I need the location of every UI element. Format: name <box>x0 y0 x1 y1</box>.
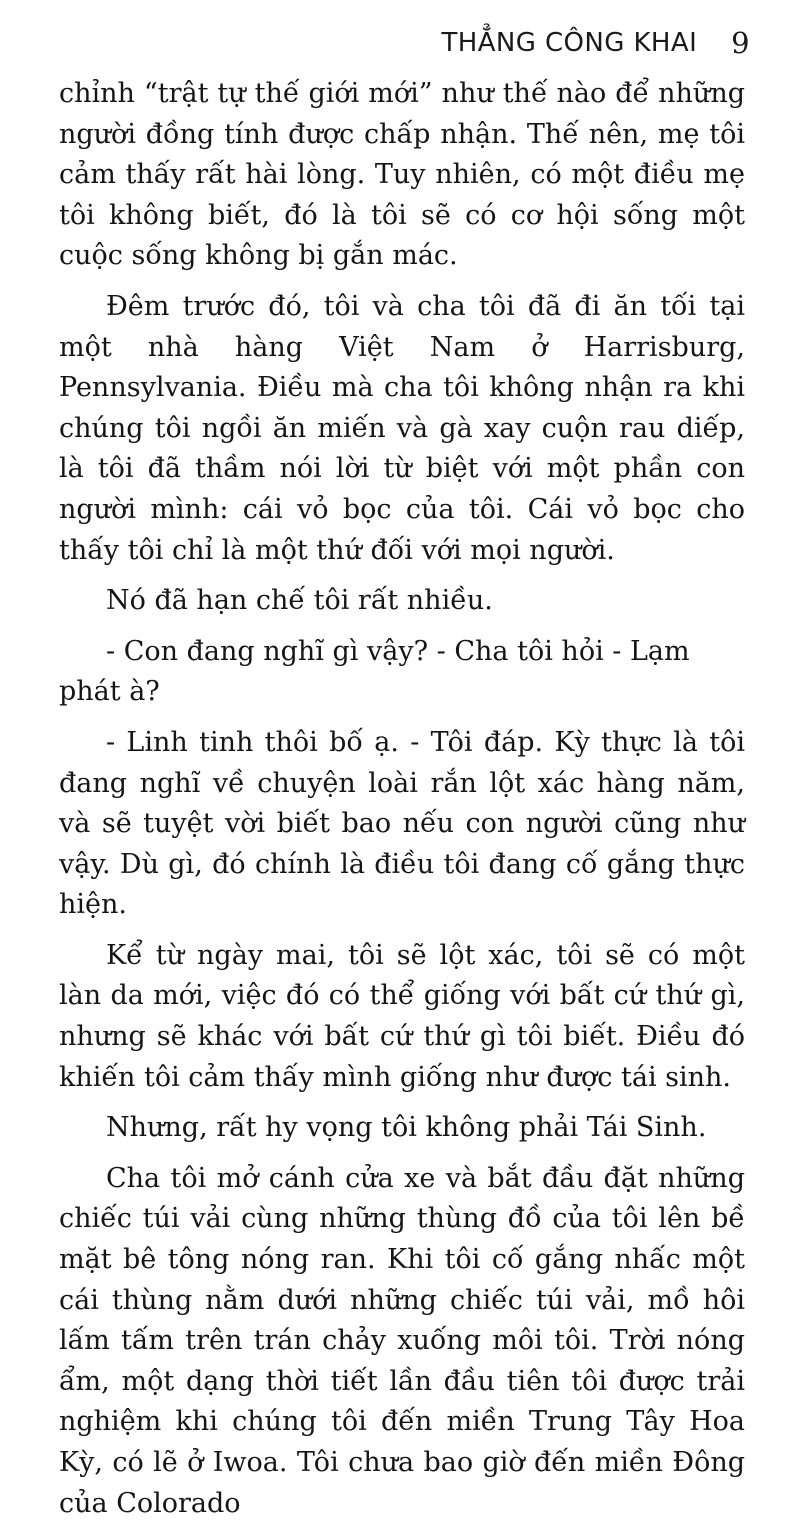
paragraph-6: Kể từ ngày mai, tôi sẽ lột xác, tôi sẽ có một làn da mới, việc đó có thể giống với bất cứ thứ gì, nhưng sẽ khác với bất cứ thứ gì tôi biết. Điều đó khiến tôi cảm thấy mình giống như được tái sinh. <box>59 939 745 1093</box>
paragraph-4: - Con đang nghĩ gì vậy? - Cha tôi hỏi - Lạm phát à? <box>59 635 690 708</box>
running-title: THẲNG CÔNG KHAI <box>441 28 698 58</box>
body-text <box>59 74 745 1519</box>
page-number: 9 <box>731 26 750 60</box>
paragraph-7: Nhưng, rất hy vọng tôi không phải Tái Sinh. <box>106 1112 707 1144</box>
running-header <box>380 22 750 64</box>
paragraph-2: Đêm trước đó, tôi và cha tôi đã đi ăn tối tại một nhà hàng Việt Nam ở Harrisburg, Pennsylvania. Điều mà cha tôi không nhận ra khi chúng tôi ngồi ăn miến và gà xay cuộn rau diếp, là tôi đã thầm nói lời từ biệt với một phần con người mình: cái vỏ bọc của tôi. Cái vỏ bọc cho thấy tôi chỉ là một thứ đối với mọi người. <box>59 290 745 566</box>
paragraph-5: - Linh tinh thôi bố ạ. - Tôi đáp. Kỳ thực là tôi đang nghĩ về chuyện loài rắn lột xác hàng năm, và sẽ tuyệt vời biết bao nếu con người cũng như vậy. Dù gì, đó chính là điều tôi đang cố gắng thực hiện. <box>59 726 745 921</box>
paragraph-8: Cha tôi mở cánh cửa xe và bắt đầu đặt những chiếc túi vải cùng những thùng đồ của tôi lên bề mặt bê tông nóng ran. Khi tôi cố gắng nhấc một cái thùng nằm dưới những chiếc túi vải, mồ hôi lấm tấm trên trán chảy xuống môi tôi. Trời nóng ẩm, một dạng thời tiết lần đầu tiên tôi được trải nghiệm khi chúng tôi đến miền Trung Tây Hoa Kỳ, có lẽ ở Iwoa. Tôi chưa bao giờ đến miền Đông của Colorado <box>59 1162 745 1519</box>
paragraph-3: Nó đã hạn chế tôi rất nhiều. <box>106 585 493 617</box>
paragraph-1: chỉnh “trật tự thế giới mới” như thế nào để những người đồng tính được chấp nhận. Thế nên, mẹ tôi cảm thấy rất hài lòng. Tuy nhiên, có một điều mẹ tôi không biết, đó là tôi sẽ có cơ hội sống một cuộc sống không bị gắn mác. <box>59 78 745 272</box>
paper-speck <box>655 457 663 465</box>
